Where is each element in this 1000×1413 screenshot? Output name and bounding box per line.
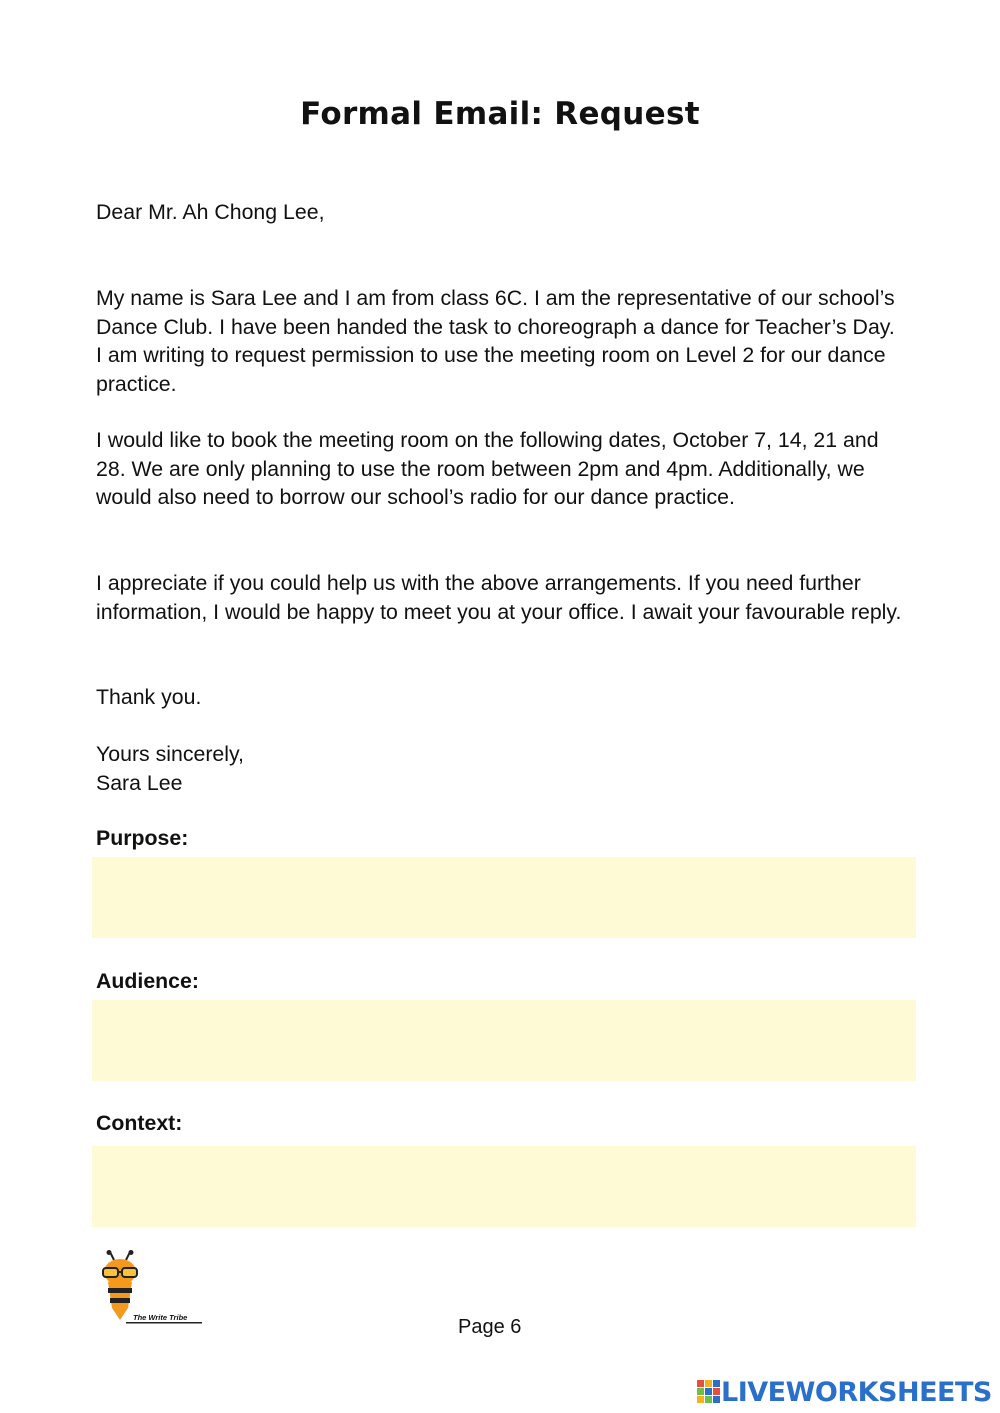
salutation: Dear Mr. Ah Chong Lee,	[96, 200, 325, 224]
purpose-label: Purpose:	[96, 826, 189, 850]
closing-line: Yours sincerely,	[96, 742, 244, 766]
body-paragraph-1: My name is Sara Lee and I am from class 6C. I am the representative of our school’s Dance Club. I have been handed the task to choreograph a dance for Teacher’s Day. I am writing to request permission to use the meeting room on Level 2 for our dance practice.	[96, 286, 895, 396]
footer-brand: LIVEWORKSHEETS	[721, 1376, 992, 1408]
signature-line: Sara Lee	[96, 771, 183, 795]
context-answer-field[interactable]	[92, 1146, 916, 1227]
body-paragraph-2: I would like to book the meeting room on the following dates, October 7, 14, 21 and 28. We are only planning to use the room between 2pm and 4pm. Additionally, we would also need to borrow our school’s radio for our dance practice.	[96, 428, 879, 510]
context-label: Context:	[96, 1111, 183, 1135]
liveworksheets-logo[interactable]	[697, 1375, 992, 1409]
thanks-line: Thank you.	[96, 685, 202, 709]
logo-caption: The Write Tribe	[133, 1313, 188, 1322]
liveworksheets-blocks-icon	[697, 1380, 721, 1404]
page-title: Formal Email: Request	[300, 96, 700, 132]
body-paragraph-3: I appreciate if you could help us with the above arrangements. If you need further information, I would be happy to meet you at your office. I await your favourable reply.	[96, 571, 902, 624]
page-number: Page 6	[458, 1316, 522, 1338]
audience-label: Audience:	[96, 969, 199, 993]
purpose-answer-field[interactable]	[92, 857, 916, 938]
audience-answer-field[interactable]	[92, 1000, 916, 1081]
